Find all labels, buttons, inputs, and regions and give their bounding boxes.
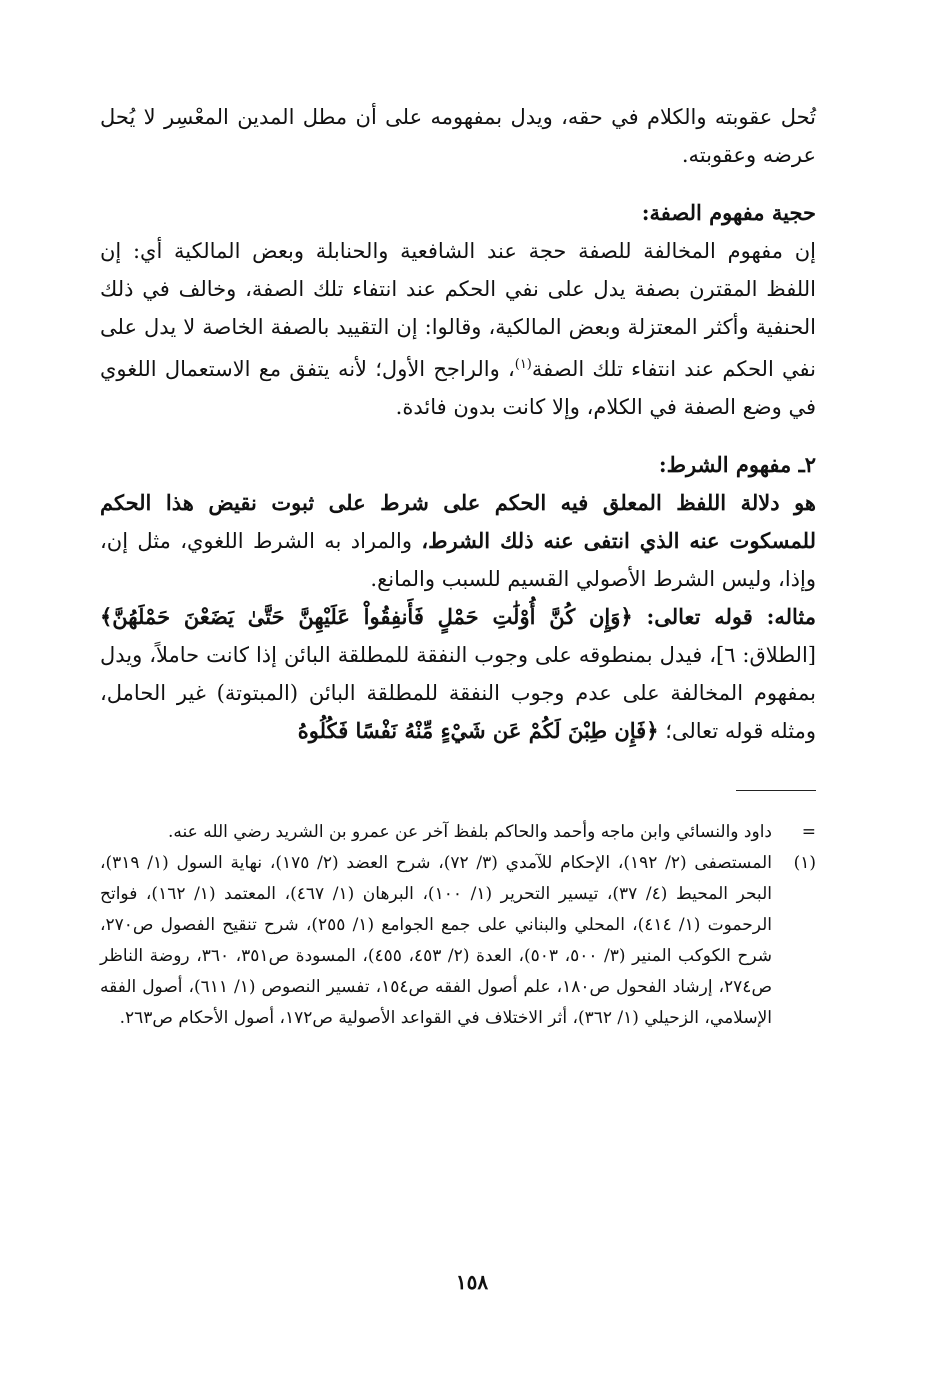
intro-paragraph: تُحل عقوبته والكلام في حقه، ويدل بمفهومه على أن مطل المدين المعْسِر لا يُحل عرضه وعقوبته.: [100, 105, 816, 167]
shart-definition: هو دلالة اللفظ المعلق فيه الحكم على شرط على ثبوت نقيض هذا الحكم للمسكوت عنه الذي انتفى عنه ذلك الشرط،: [100, 490, 816, 553]
example-text: [الطلاق: ٦]، فيدل بمنطوقه على وجوب النفقة للمطلقة البائن إذا كانت حاملاً، ويدل بمفهوم المخالفة على عدم وجوب النفقة للمطلقة البائن (المبتوتة) غير الحامل، ومثله قوله تعالى؛: [100, 643, 816, 743]
footnote-1-text: المستصفى (٢/ ١٩٢)، الإحكام للآمدي (٣/ ٧٢)، شرح العضد (٢/ ١٧٥)، نهاية السول (١/ ٣١٩)، البحر المحيط (٤/ ٣٧)، تيسير التحرير (١/ ١٠٠)، البرهان (١/ ٤٦٧)، المعتمد (١/ ١٦٢)، فواتح الرحموت (١/ ٤١٤)، المحلي والبناني على جمع الجوامع (١/ ٢٥٥)، شرح تنقيح الفصول ص٢٧٠، شرح الكوكب المنير (٣/ ٥٠٠، ٥٠٣)، العدة (٢/ ٤٥٣، ٤٥٥)، المسودة ص٣٥١، ٣٦٠، روضة الناظر ص٢٧٤، إرشاد الفحول ص١٨٠، علم أصول الفقه ص١٥٤، تفسير النصوص (١/ ٦١١)، أصول الفقه الإسلامي، الزحيلي (١/ ٣٦٢)، أثر الاختلاف في القواعد الأصولية ص١٧٢، أصول الأحكام ص٢٦٣.: [100, 853, 773, 1028]
heading-hujjiyat-mafhum-al-sifa: حجية مفهوم الصفة:: [641, 200, 816, 225]
footnote-1-mark: (١): [793, 853, 816, 873]
page-body: [100, 98, 816, 1034]
footnote-continuation-mark: =: [801, 822, 816, 842]
shart-text-tail: والمراد به الشرط اللغوي، مثل إن، وإذا، وليس الشرط الأصولي القسيم للسبب والمانع.: [100, 529, 816, 591]
footnote-1: [100, 848, 816, 1034]
example-paragraph: [100, 598, 816, 750]
footnote-separator: [736, 790, 816, 791]
shart-paragraph: [100, 484, 816, 598]
footnote-continuation: [100, 817, 816, 848]
quran-verse-nisa: ﴿فَإِن طِبْنَ لَكُمْ عَن شَيْءٍ مِّنْهُ نَفْسًا فَكُلُوهُ: [297, 718, 659, 743]
footnote-reference-1: (١): [514, 357, 532, 372]
footnotes: [100, 817, 816, 1034]
page-number: ١٥٨: [455, 1270, 489, 1294]
hujjiya-text-tail: ، والراجح الأول؛ لأنه يتفق مع الاستعمال اللغوي في وضع الصفة في الكلام، وإلا كانت بدون فائدة.: [100, 357, 816, 419]
hujjiya-paragraph: [100, 232, 816, 426]
example-label: مثاله: قوله تعالى:: [632, 604, 816, 629]
heading-mafhum-al-shart: ٢ـ مفهوم الشرط:: [658, 452, 816, 477]
footnote-continuation-text: داود والنسائي وابن ماجه وأحمد والحاكم بلفظ آخر عن عمرو بن الشريد رضي الله عنه.: [168, 822, 772, 842]
quran-verse-talaq: ﴿وَإِن كُنَّ أُوْلَٰتِ حَمْلٍ فَأَنفِقُواْ عَلَيْهِنَّ حَتَّىٰ يَضَعْنَ حَمْلَهُنَّ﴾: [100, 604, 633, 629]
hujjiya-text: إن مفهوم المخالفة للصفة حجة عند الشافعية والحنابلة وبعض المالكية أي: إن اللفظ المقترن بصفة يدل على نفي الحكم عند انتفاء تلك الصفة، وخالف في ذلك الحنفية وأكثر المعتزلة وبعض المالكية، وقالوا: إن التقييد بالصفة الخاصة لا يدل على نفي الحكم عند انتفاء تلك الصفة: [100, 239, 816, 381]
